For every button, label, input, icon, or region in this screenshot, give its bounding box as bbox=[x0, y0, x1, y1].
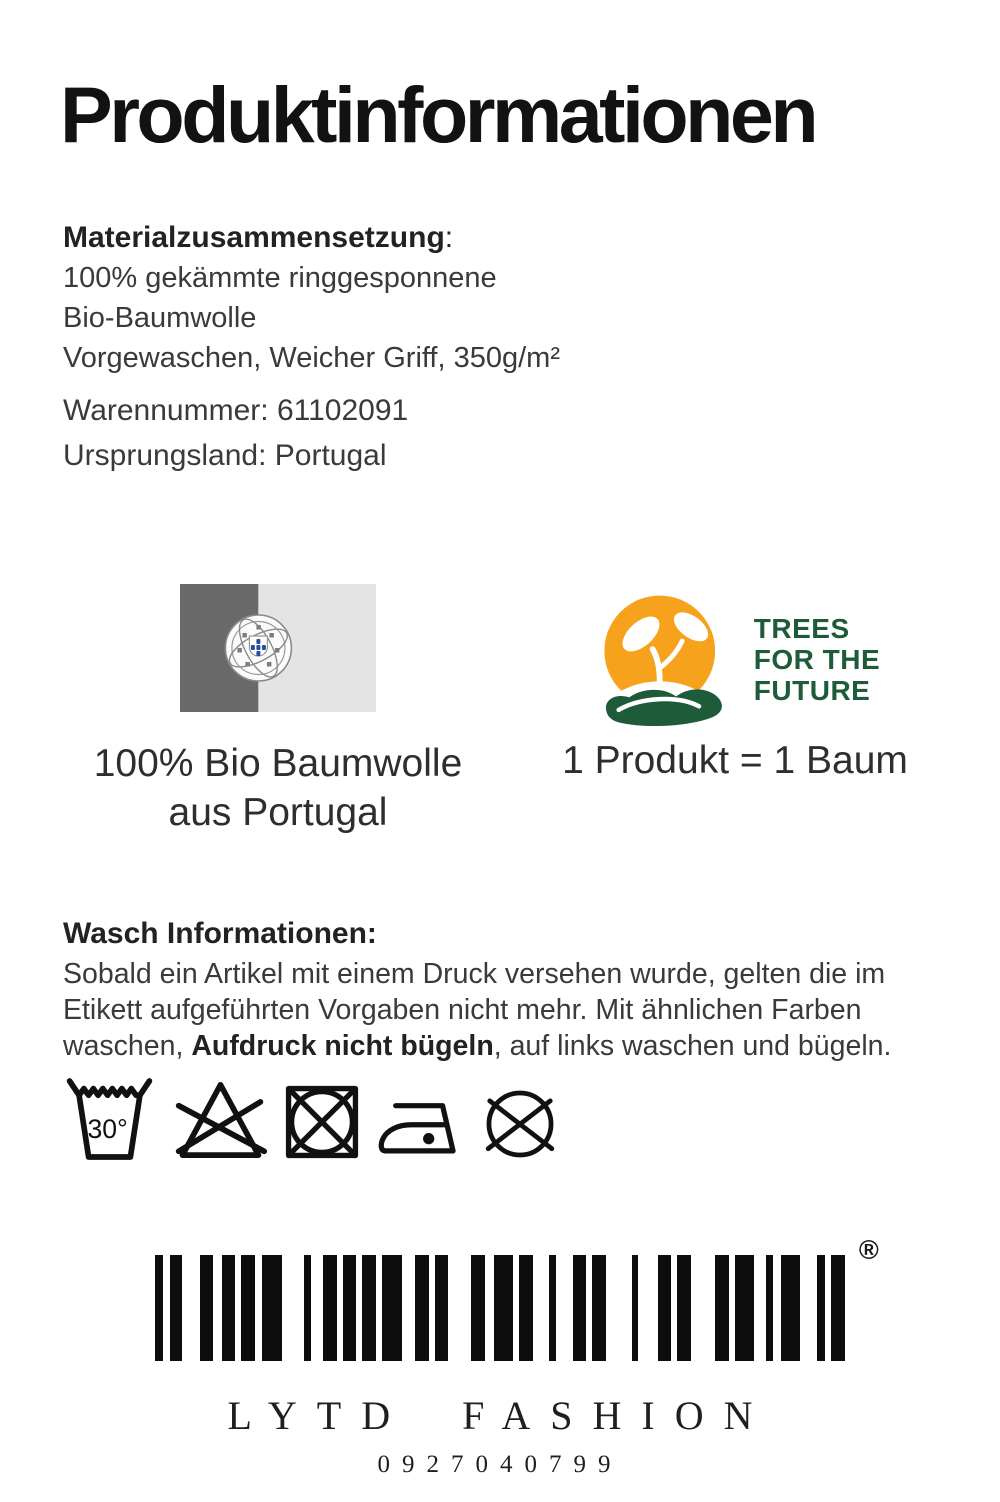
barcode-block bbox=[0, 1235, 1000, 1479]
barcode-bar bbox=[323, 1255, 337, 1361]
origin-badge bbox=[63, 584, 493, 837]
barcode-bar bbox=[766, 1255, 773, 1361]
product-ids-section bbox=[63, 388, 408, 478]
barcode-bar bbox=[735, 1255, 755, 1361]
origin-country: Ursprungsland: Portugal bbox=[63, 439, 387, 472]
barcode-bar bbox=[715, 1255, 729, 1361]
barcode-bar bbox=[343, 1255, 357, 1361]
trees-caption: 1 Produkt = 1 Baum bbox=[562, 739, 908, 782]
barcode-bar bbox=[415, 1255, 429, 1361]
wash-info-section bbox=[63, 916, 993, 1064]
barcode-bar bbox=[817, 1255, 825, 1361]
barcode-bar bbox=[304, 1255, 311, 1361]
origin-caption bbox=[63, 739, 493, 837]
trees-wordmark-line: FUTURE bbox=[753, 674, 871, 706]
barcode-bar bbox=[155, 1255, 163, 1361]
do-not-tumble-dry-icon bbox=[284, 1081, 360, 1163]
origin-caption-line: 100% Bio Baumwolle bbox=[93, 742, 463, 785]
material-line: 100% gekämmte ringgesponnene bbox=[63, 262, 497, 294]
barcode-bar bbox=[170, 1255, 182, 1361]
trees-logo-row bbox=[545, 592, 925, 726]
material-line: Bio-Baumwolle bbox=[63, 302, 257, 334]
portugal-flag-icon bbox=[180, 584, 376, 712]
iron-low-icon bbox=[376, 1097, 464, 1163]
barcode-bar bbox=[241, 1255, 255, 1361]
care-symbols-row bbox=[62, 1075, 560, 1163]
wash-text-line: Sobald ein Artikel mit einem Druck versehen wurde, gelten die im bbox=[63, 958, 886, 990]
brand-wordmark: LYTD FASHION bbox=[227, 1393, 773, 1438]
wash-temp-label: 30° bbox=[87, 1114, 128, 1144]
wash-30-icon bbox=[62, 1075, 157, 1163]
barcode-bar bbox=[677, 1255, 691, 1361]
trees-for-the-future-logo-icon bbox=[590, 592, 742, 726]
page-title: Produktinformationen bbox=[60, 70, 816, 159]
barcode-wrap bbox=[155, 1235, 879, 1361]
wash-text-segment: , auf links waschen und bügeln. bbox=[493, 1030, 892, 1062]
barcode-bar bbox=[831, 1255, 845, 1361]
wash-text-line bbox=[63, 1028, 993, 1064]
barcode-bar bbox=[435, 1255, 449, 1361]
wash-text-bold-segment: Aufdruck nicht bügeln bbox=[191, 1030, 494, 1062]
barcode-bar bbox=[632, 1255, 639, 1361]
wash-text-line: Etikett aufgeführten Vorgaben nicht mehr. Mit ähnlichen Farben bbox=[63, 994, 862, 1026]
brand-number: 0927040799 bbox=[377, 1451, 623, 1478]
barcode-bar bbox=[200, 1255, 212, 1361]
barcode-bar bbox=[592, 1255, 606, 1361]
trees-badge bbox=[545, 592, 925, 785]
item-number: Warennummer: 61102091 bbox=[63, 394, 409, 427]
material-heading-colon: : bbox=[444, 221, 454, 254]
material-heading-text: Materialzusammensetzung bbox=[63, 221, 445, 254]
barcode bbox=[155, 1255, 845, 1361]
registered-trademark: ® bbox=[858, 1235, 879, 1265]
barcode-bar bbox=[658, 1255, 672, 1361]
barcode-bar bbox=[494, 1255, 514, 1361]
material-line: Vorgewaschen, Weicher Griff, 350g/m² bbox=[63, 342, 560, 374]
do-not-dry-clean-icon bbox=[480, 1085, 560, 1163]
do-not-bleach-icon bbox=[173, 1075, 268, 1163]
origin-caption-line: aus Portugal bbox=[168, 791, 388, 834]
barcode-bar bbox=[519, 1255, 533, 1361]
wash-text-segment: waschen, bbox=[63, 1030, 192, 1062]
material-section bbox=[63, 218, 560, 378]
material-heading bbox=[63, 218, 560, 258]
trees-wordmark bbox=[754, 613, 880, 706]
wash-heading: Wasch Informationen: bbox=[63, 917, 377, 950]
barcode-bar bbox=[362, 1255, 376, 1361]
barcode-bar bbox=[262, 1255, 282, 1361]
barcode-bar bbox=[382, 1255, 402, 1361]
barcode-bar bbox=[573, 1255, 587, 1361]
barcode-bar bbox=[549, 1255, 556, 1361]
trees-wordmark-line: FOR THE bbox=[753, 643, 881, 675]
barcode-bar bbox=[471, 1255, 485, 1361]
trees-wordmark-line: TREES bbox=[753, 612, 850, 644]
barcode-bar bbox=[781, 1255, 801, 1361]
barcode-bar bbox=[222, 1255, 236, 1361]
